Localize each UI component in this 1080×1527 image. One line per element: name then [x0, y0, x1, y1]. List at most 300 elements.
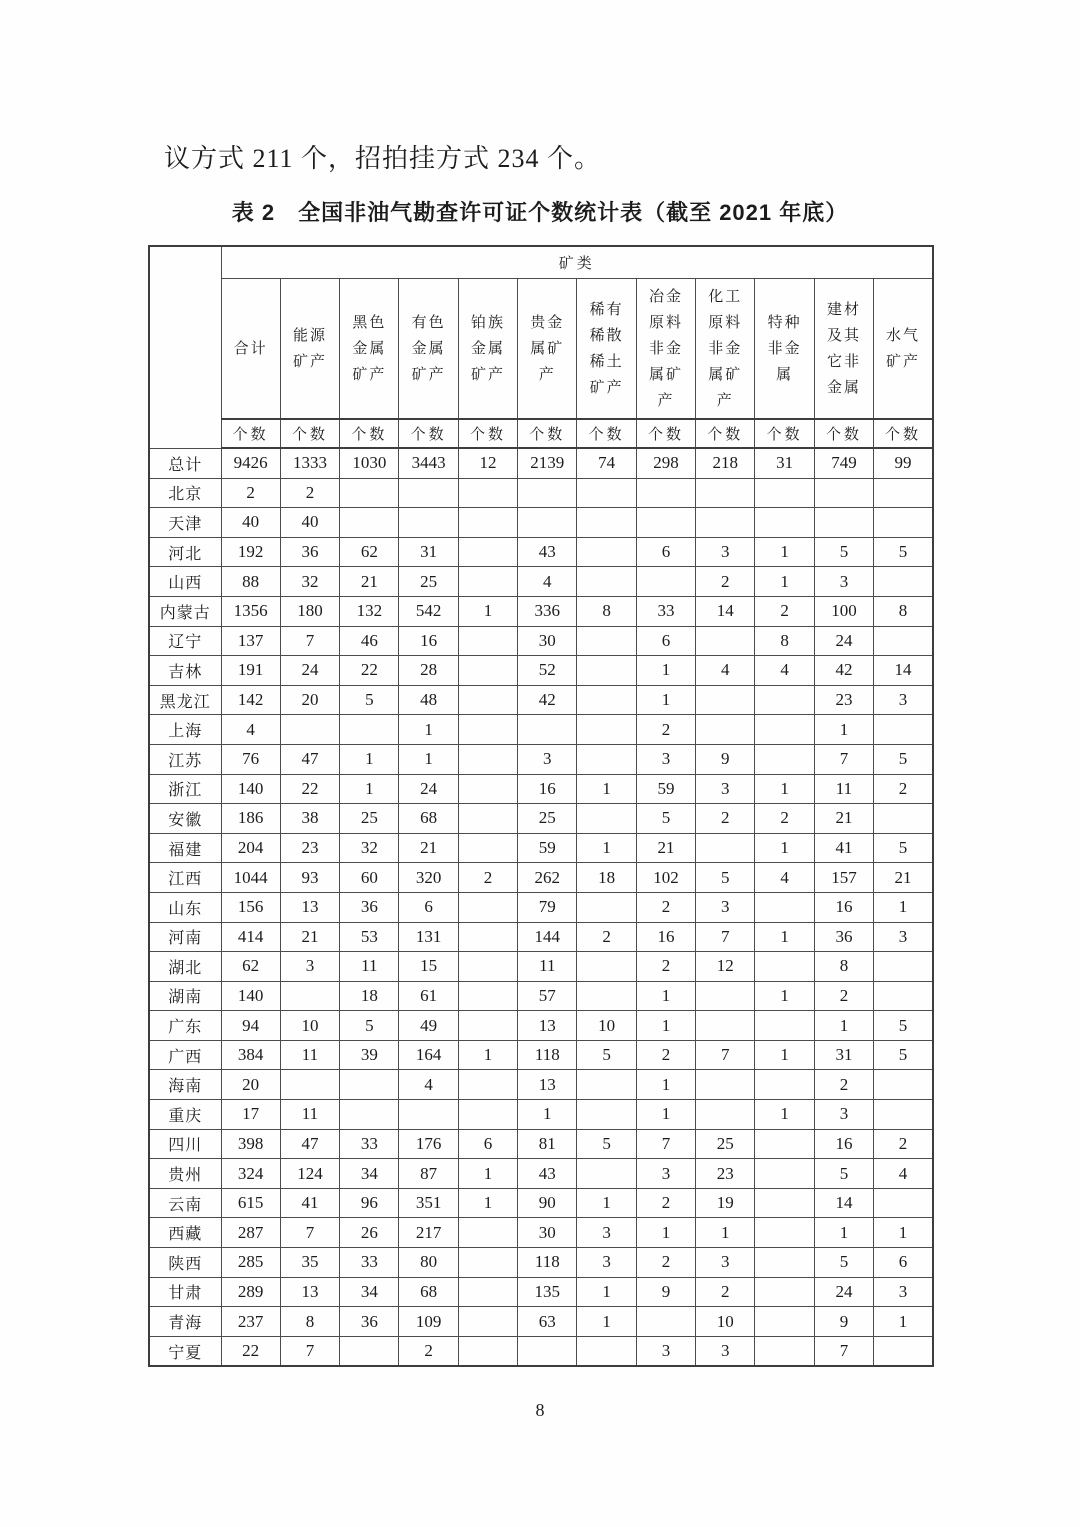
cell-value: 36 [280, 537, 339, 567]
row-label: 广西 [149, 1040, 221, 1070]
cell-value: 5 [874, 1011, 933, 1041]
cell-value: 9426 [221, 448, 280, 478]
cell-value: 43 [518, 1159, 577, 1189]
cell-value: 118 [518, 1040, 577, 1070]
table-row [149, 448, 933, 478]
table-header [149, 246, 933, 448]
cell-value: 204 [221, 833, 280, 863]
cell-value: 6 [636, 626, 695, 656]
cell-value: 2 [636, 1248, 695, 1278]
cell-value: 5 [814, 537, 873, 567]
cell-value: 3 [814, 1100, 873, 1130]
cell-value: 26 [340, 1218, 399, 1248]
cell-value: 1 [874, 892, 933, 922]
cell-value: 8 [755, 626, 814, 656]
table-row [149, 863, 933, 893]
cell-value: 33 [340, 1248, 399, 1278]
cell-value: 7 [280, 1218, 339, 1248]
cell-value: 6 [636, 537, 695, 567]
cell-value: 16 [814, 892, 873, 922]
intro-paragraph: 议方式 211 个，招拍挂方式 234 个。 [164, 144, 602, 173]
cell-value [518, 715, 577, 745]
table-row [149, 685, 933, 715]
cell-value: 60 [340, 863, 399, 893]
cell-value: 62 [221, 952, 280, 982]
cell-value: 2 [577, 922, 636, 952]
cell-value [518, 1336, 577, 1366]
cell-value: 79 [518, 892, 577, 922]
cell-value: 23 [696, 1159, 755, 1189]
cell-value [874, 508, 933, 538]
cell-value: 8 [577, 596, 636, 626]
cell-value: 7 [280, 626, 339, 656]
cell-value: 351 [399, 1188, 458, 1218]
cell-value: 53 [340, 922, 399, 952]
cell-value [755, 1070, 814, 1100]
cell-value [874, 478, 933, 508]
cell-value: 30 [518, 626, 577, 656]
count-header-row [149, 419, 933, 448]
cell-value: 21 [280, 922, 339, 952]
cell-value: 59 [636, 774, 695, 804]
row-label: 总计 [149, 448, 221, 478]
cell-value: 2 [636, 715, 695, 745]
table-row [149, 1336, 933, 1366]
cell-value: 1030 [340, 448, 399, 478]
cell-value: 4 [755, 863, 814, 893]
cell-value: 21 [814, 804, 873, 834]
cell-value: 19 [696, 1188, 755, 1218]
cell-value: 102 [636, 863, 695, 893]
cell-value [577, 952, 636, 982]
cell-value: 164 [399, 1040, 458, 1070]
cell-value: 23 [814, 685, 873, 715]
cell-value: 3 [874, 685, 933, 715]
cell-value: 140 [221, 774, 280, 804]
cell-value: 61 [399, 981, 458, 1011]
cell-value: 94 [221, 1011, 280, 1041]
cell-value: 21 [874, 863, 933, 893]
cell-value: 22 [280, 774, 339, 804]
cell-value: 32 [340, 833, 399, 863]
cell-value [755, 685, 814, 715]
cell-value [696, 508, 755, 538]
cell-value: 21 [399, 833, 458, 863]
cell-value: 5 [636, 804, 695, 834]
table-row [149, 1100, 933, 1130]
table-row [149, 567, 933, 597]
count-label: 个数 [636, 419, 695, 448]
count-label: 个数 [221, 419, 280, 448]
row-label: 海南 [149, 1070, 221, 1100]
cell-value: 28 [399, 656, 458, 686]
cell-value: 2 [755, 596, 814, 626]
cell-value: 218 [696, 448, 755, 478]
cell-value: 5 [874, 1040, 933, 1070]
cell-value: 13 [518, 1011, 577, 1041]
column-header-water-gas: 水气矿产 [874, 279, 933, 420]
cell-value: 2 [696, 1277, 755, 1307]
cell-value: 90 [518, 1188, 577, 1218]
cell-value [340, 1100, 399, 1130]
cell-value [874, 1100, 933, 1130]
cell-value: 3 [696, 1336, 755, 1366]
permit-statistics-table [148, 245, 934, 1367]
cell-value: 4 [221, 715, 280, 745]
cell-value: 13 [518, 1070, 577, 1100]
cell-value [458, 892, 517, 922]
cell-value: 10 [696, 1307, 755, 1337]
cell-value [577, 626, 636, 656]
cell-value: 17 [221, 1100, 280, 1130]
cell-value: 289 [221, 1277, 280, 1307]
cell-value: 1 [755, 1040, 814, 1070]
cell-value [696, 833, 755, 863]
cell-value: 6 [458, 1129, 517, 1159]
cell-value [755, 1188, 814, 1218]
row-label: 山东 [149, 892, 221, 922]
row-label: 黑龙江 [149, 685, 221, 715]
cell-value: 1 [755, 537, 814, 567]
cell-value: 35 [280, 1248, 339, 1278]
cell-value: 36 [814, 922, 873, 952]
cell-value: 3 [814, 567, 873, 597]
row-label: 四川 [149, 1129, 221, 1159]
cell-value: 5 [874, 537, 933, 567]
cell-value: 124 [280, 1159, 339, 1189]
cell-value [577, 685, 636, 715]
table-row [149, 1159, 933, 1189]
cell-value: 4 [696, 656, 755, 686]
category-header-row [149, 279, 933, 420]
row-label: 福建 [149, 833, 221, 863]
cell-value [755, 744, 814, 774]
cell-value: 287 [221, 1218, 280, 1248]
cell-value: 8 [874, 596, 933, 626]
table-row [149, 1218, 933, 1248]
table-row [149, 1070, 933, 1100]
table-title: 表 2 全国非油气勘查许可证个数统计表（截至 2021 年底） [231, 200, 849, 225]
cell-value: 298 [636, 448, 695, 478]
cell-value: 39 [340, 1040, 399, 1070]
cell-value: 49 [399, 1011, 458, 1041]
cell-value: 9 [696, 744, 755, 774]
cell-value: 2 [755, 804, 814, 834]
cell-value [874, 1070, 933, 1100]
cell-value: 16 [518, 774, 577, 804]
cell-value: 8 [280, 1307, 339, 1337]
cell-value [577, 656, 636, 686]
cell-value [696, 626, 755, 656]
table-row [149, 596, 933, 626]
table-row [149, 1307, 933, 1337]
row-label: 贵州 [149, 1159, 221, 1189]
cell-value [814, 478, 873, 508]
cell-value: 5 [577, 1129, 636, 1159]
column-header-building: 建材及其它非金属 [814, 279, 873, 420]
cell-value: 5 [874, 744, 933, 774]
cell-value: 5 [340, 1011, 399, 1041]
cell-value [874, 1188, 933, 1218]
cell-value [636, 508, 695, 538]
cell-value: 3 [874, 922, 933, 952]
cell-value: 1 [458, 596, 517, 626]
cell-value: 25 [340, 804, 399, 834]
cell-value: 33 [636, 596, 695, 626]
cell-value: 12 [696, 952, 755, 982]
cell-value: 749 [814, 448, 873, 478]
cell-value: 320 [399, 863, 458, 893]
row-label: 湖北 [149, 952, 221, 982]
cell-value [518, 478, 577, 508]
table-row [149, 715, 933, 745]
cell-value: 1 [636, 656, 695, 686]
cell-value [874, 804, 933, 834]
column-header-metallurgical: 冶金原料非金属矿产 [636, 279, 695, 420]
cell-value [696, 715, 755, 745]
cell-value [458, 1011, 517, 1041]
cell-value: 7 [696, 922, 755, 952]
cell-value: 1 [636, 1011, 695, 1041]
cell-value: 40 [221, 508, 280, 538]
cell-value [755, 1336, 814, 1366]
cell-value: 1 [874, 1218, 933, 1248]
cell-value: 2 [636, 1040, 695, 1070]
cell-value: 142 [221, 685, 280, 715]
column-header-total: 合计 [221, 279, 280, 420]
cell-value [458, 626, 517, 656]
cell-value: 1 [340, 744, 399, 774]
table-row [149, 508, 933, 538]
row-label: 吉林 [149, 656, 221, 686]
cell-value [458, 1100, 517, 1130]
cell-value: 615 [221, 1188, 280, 1218]
cell-value: 13 [280, 892, 339, 922]
cell-value [458, 715, 517, 745]
cell-value: 1 [814, 1011, 873, 1041]
cell-value: 20 [280, 685, 339, 715]
cell-value: 5 [577, 1040, 636, 1070]
cell-value: 2 [280, 478, 339, 508]
cell-value [755, 478, 814, 508]
cell-value: 192 [221, 537, 280, 567]
cell-value: 1 [636, 685, 695, 715]
cell-value: 100 [814, 596, 873, 626]
cell-value: 5 [874, 833, 933, 863]
cell-value: 7 [696, 1040, 755, 1070]
cell-value: 262 [518, 863, 577, 893]
row-label: 辽宁 [149, 626, 221, 656]
cell-value: 20 [221, 1070, 280, 1100]
cell-value: 22 [340, 656, 399, 686]
cell-value [458, 508, 517, 538]
cell-value [458, 478, 517, 508]
cell-value: 5 [814, 1248, 873, 1278]
row-label: 上海 [149, 715, 221, 745]
cell-value [577, 508, 636, 538]
count-label: 个数 [518, 419, 577, 448]
cell-value [755, 1159, 814, 1189]
row-label: 西藏 [149, 1218, 221, 1248]
cell-value: 41 [280, 1188, 339, 1218]
row-label: 江西 [149, 863, 221, 893]
cell-value: 24 [814, 1277, 873, 1307]
count-label: 个数 [577, 419, 636, 448]
cell-value: 285 [221, 1248, 280, 1278]
cell-value: 11 [280, 1040, 339, 1070]
cell-value: 5 [340, 685, 399, 715]
cell-value [340, 1070, 399, 1100]
cell-value: 34 [340, 1159, 399, 1189]
cell-value: 2 [696, 567, 755, 597]
table-row [149, 1011, 933, 1041]
cell-value [696, 1011, 755, 1041]
cell-value [577, 478, 636, 508]
cell-value: 46 [340, 626, 399, 656]
cell-value: 68 [399, 804, 458, 834]
cell-value: 1 [577, 1277, 636, 1307]
cell-value [755, 715, 814, 745]
cell-value: 7 [636, 1129, 695, 1159]
table-row [149, 537, 933, 567]
cell-value: 1 [755, 833, 814, 863]
cell-value: 99 [874, 448, 933, 478]
cell-value: 13 [280, 1277, 339, 1307]
cell-value: 25 [399, 567, 458, 597]
cell-value: 63 [518, 1307, 577, 1337]
cell-value [458, 922, 517, 952]
cell-value [577, 804, 636, 834]
cell-value: 2 [221, 478, 280, 508]
cell-value: 7 [280, 1336, 339, 1366]
cell-value [458, 567, 517, 597]
cell-value: 10 [280, 1011, 339, 1041]
cell-value: 88 [221, 567, 280, 597]
cell-value: 4 [399, 1070, 458, 1100]
cell-value [874, 981, 933, 1011]
cell-value: 24 [280, 656, 339, 686]
cell-value [458, 1218, 517, 1248]
cell-value [340, 1336, 399, 1366]
table-row [149, 1188, 933, 1218]
cell-value [399, 508, 458, 538]
cell-value: 1 [874, 1307, 933, 1337]
cell-value: 1 [577, 774, 636, 804]
cell-value: 31 [399, 537, 458, 567]
row-label: 天津 [149, 508, 221, 538]
cell-value [696, 478, 755, 508]
cell-value: 336 [518, 596, 577, 626]
cell-value [755, 1307, 814, 1337]
cell-value [458, 833, 517, 863]
cell-value: 1 [518, 1100, 577, 1130]
cell-value: 1 [340, 774, 399, 804]
table-row [149, 804, 933, 834]
cell-value: 8 [814, 952, 873, 982]
cell-value: 1 [814, 715, 873, 745]
cell-value [280, 981, 339, 1011]
cell-value: 1 [577, 833, 636, 863]
cell-value: 2 [814, 981, 873, 1011]
cell-value: 18 [340, 981, 399, 1011]
column-header-chemical: 化工原料非金属矿产 [696, 279, 755, 420]
cell-value: 3 [696, 537, 755, 567]
cell-value [577, 715, 636, 745]
count-label: 个数 [814, 419, 873, 448]
count-label: 个数 [755, 419, 814, 448]
cell-value: 11 [280, 1100, 339, 1130]
cell-value [696, 685, 755, 715]
cell-value: 80 [399, 1248, 458, 1278]
cell-value [696, 1070, 755, 1100]
table-row [149, 478, 933, 508]
cell-value: 93 [280, 863, 339, 893]
table-row [149, 626, 933, 656]
cell-value: 25 [696, 1129, 755, 1159]
cell-value: 34 [340, 1277, 399, 1307]
column-header-nonferrous: 有色金属矿产 [399, 279, 458, 420]
cell-value: 324 [221, 1159, 280, 1189]
cell-value: 140 [221, 981, 280, 1011]
cell-value: 40 [280, 508, 339, 538]
cell-value [458, 1307, 517, 1337]
cell-value: 1 [755, 981, 814, 1011]
cell-value: 1 [399, 744, 458, 774]
cell-value: 2 [636, 1188, 695, 1218]
group-header-row [149, 246, 933, 279]
cell-value [458, 1277, 517, 1307]
cell-value: 1 [755, 1100, 814, 1130]
row-label: 宁夏 [149, 1336, 221, 1366]
cell-value: 3 [280, 952, 339, 982]
cell-value [814, 508, 873, 538]
cell-value: 2 [636, 892, 695, 922]
cell-value [874, 715, 933, 745]
cell-value: 32 [280, 567, 339, 597]
cell-value: 25 [518, 804, 577, 834]
cell-value: 2 [399, 1336, 458, 1366]
row-label: 河南 [149, 922, 221, 952]
cell-value [577, 981, 636, 1011]
cell-value: 2 [636, 952, 695, 982]
cell-value: 1356 [221, 596, 280, 626]
cell-value: 3 [696, 892, 755, 922]
cell-value [755, 1277, 814, 1307]
table-body [149, 448, 933, 1366]
cell-value [874, 952, 933, 982]
cell-value: 21 [340, 567, 399, 597]
cell-value [280, 1070, 339, 1100]
cell-value: 1 [636, 1218, 695, 1248]
cell-value: 237 [221, 1307, 280, 1337]
cell-value: 157 [814, 863, 873, 893]
cell-value: 87 [399, 1159, 458, 1189]
row-label: 广东 [149, 1011, 221, 1041]
cell-value: 131 [399, 922, 458, 952]
row-label: 甘肃 [149, 1277, 221, 1307]
cell-value [636, 1307, 695, 1337]
count-label: 个数 [874, 419, 933, 448]
row-label: 内蒙古 [149, 596, 221, 626]
cell-value: 43 [518, 537, 577, 567]
cell-value: 16 [399, 626, 458, 656]
cell-value: 15 [399, 952, 458, 982]
cell-value: 109 [399, 1307, 458, 1337]
cell-value: 1 [636, 1070, 695, 1100]
group-header-cell: 矿类 [221, 246, 933, 279]
cell-value: 23 [280, 833, 339, 863]
cell-value: 59 [518, 833, 577, 863]
